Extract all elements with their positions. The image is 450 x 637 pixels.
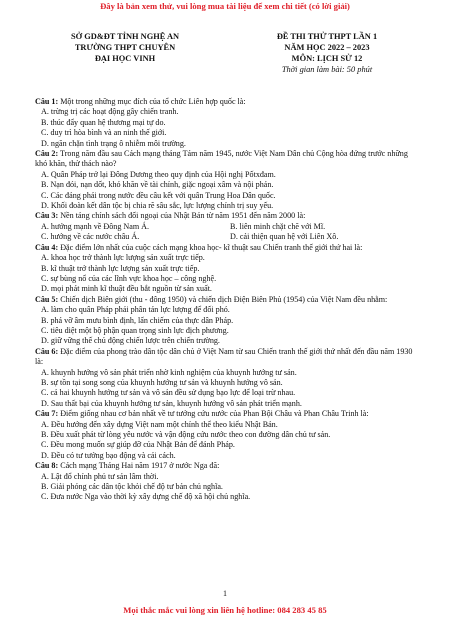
- answer-option: B. thúc đẩy quan hệ thương mại tự do.: [41, 117, 166, 127]
- answer-option: D. Khối đoàn kết dân tộc bị chia rẽ sâu sắc, lực lượng chính trị suy yếu.: [41, 201, 274, 211]
- question-6: [35, 347, 419, 368]
- question-1: [35, 97, 419, 107]
- answer-option: C. sự bùng nổ của các lĩnh vực khoa học – công nghệ.: [41, 273, 217, 283]
- exam-duration: Thời gian làm bài: 50 phút: [281, 65, 373, 74]
- answer-option: C. cả hai khuynh hướng tư sản và vô sản đều sử dụng bạo lực để loại trừ nhau.: [41, 388, 296, 398]
- answer-option: A. làm cho quân Pháp phải phân tán lực lượng để đối phó.: [41, 305, 230, 315]
- page-number: 1: [223, 589, 227, 598]
- question-text: Chiến dịch Biên giới (thu - đông 1950) và chiến dịch Điện Biên Phủ (1954) của Việt Nam đều nhằm:: [58, 294, 388, 304]
- answer-option: C. hướng về các nước châu Á.: [41, 232, 140, 242]
- answer-option: A. Đều hướng đến xây dựng Việt nam một chính thể theo kiểu Nhật Bản.: [41, 419, 278, 429]
- answer-option: A. Quân Pháp trở lại Đông Dương theo quy định của Hội nghị Pốtxđam.: [41, 169, 276, 179]
- exam-header: [0, 31, 450, 85]
- question-label: Câu 8:: [35, 461, 59, 471]
- question-text: Điểm giống nhau cơ bản nhất về tư tưởng cứu nước của Phan Bội Châu và Phan Châu Trinh là:: [58, 409, 369, 419]
- question-label: Câu 7:: [35, 409, 59, 419]
- answer-option: A. Lật đổ chính phủ tư sản lâm thời.: [41, 471, 159, 481]
- question-3: [35, 211, 419, 221]
- question-text: Đặc điểm lớn nhất của cuộc cách mạng khoa học- kĩ thuật sau Chiến tranh thế giới thứ hai là:: [58, 242, 363, 252]
- answer-option: C. duy trì hòa bình và an ninh thế giới.: [41, 128, 167, 138]
- question-text: Cách mạng Tháng Hai năm 1917 ở nước Nga đã:: [58, 461, 220, 471]
- answer-option: B. Đều xuất phát từ lòng yêu nước và vận động cứu nước theo con đường dân chủ tư sản.: [41, 430, 331, 439]
- question-label: Câu 1:: [35, 97, 59, 106]
- university-name: ĐẠI HỌC VINH: [94, 54, 156, 63]
- answer-option: B. Giải phóng các dân tộc khỏi chế độ tư bản chủ nghĩa.: [41, 482, 223, 492]
- question-text: Nền tảng chính sách đối ngoại của Nhật Bản từ năm 1951 đến năm 2000 là:: [58, 211, 306, 221]
- answer-option: B. sự tồn tại song song của khuynh hướng tư sản và khuynh hướng vô sản.: [41, 377, 283, 387]
- answer-option: A. hướng mạnh về Đông Nam Á.: [41, 221, 150, 231]
- answer-option: B. liên minh chặt chẽ với Mĩ.: [230, 221, 326, 231]
- school-block: [55, 31, 195, 64]
- answer-option: C. tiêu diệt một bộ phận quan trọng sinh lực địch phương.: [41, 325, 229, 335]
- answer-option: C. Đều mong muốn sự giúp đỡ của Nhật Bản để đánh Pháp.: [41, 440, 235, 450]
- option-row: [35, 232, 419, 242]
- department-name: SỞ GD&ĐT TỈNH NGHỆ AN: [70, 32, 180, 41]
- question-list: [35, 97, 419, 503]
- exam-info-block: [243, 31, 411, 75]
- question-text: Đặc điểm của phong trào dân tộc dân chủ ở Việt Nam từ sau Chiến tranh thế giới thứ nhất đến đầu năm 1930 là:: [35, 346, 413, 367]
- answer-option: D. Đều có tư tưởng bạo động và cải cách.: [41, 450, 176, 460]
- exam-title: ĐỀ THI THỬ THPT LẦN 1: [276, 32, 378, 41]
- question-2: [35, 149, 419, 170]
- preview-notice: Đây là bản xem thử, vui lòng mua tài liệu để xem chi tiết (có lời giải): [100, 1, 350, 11]
- question-label: Câu 3:: [35, 211, 59, 221]
- question-text: Trong năm đầu sau Cách mạng tháng Tám năm 1945, nước Việt Nam Dân chủ Cộng hòa đứng trước những khó khăn, thử thách nào?: [35, 149, 408, 169]
- question-5: [35, 295, 419, 305]
- answer-option: B. kĩ thuật trở thành lực lượng sản xuất trực tiếp.: [41, 263, 200, 273]
- answer-option: C. Đưa nước Nga vào thời kỳ xây dựng chế độ xã hội chủ nghĩa.: [41, 492, 251, 502]
- answer-option: A. khoa học trở thành lực lượng sản xuất trực tiếp.: [41, 253, 205, 263]
- question-label: Câu 5:: [35, 294, 59, 304]
- school-year: NĂM HỌC 2022 – 2023: [284, 43, 370, 52]
- question-label: Câu 6:: [35, 346, 59, 356]
- option-row: [35, 222, 419, 232]
- answer-option: C. Các đảng phái trong nước đều câu kết với quân Trung Hoa Dân quốc.: [41, 190, 276, 200]
- subject: MÔN: LỊCH SỬ 12: [291, 54, 363, 63]
- answer-option: B. phá vỡ âm mưu bình định, lấn chiếm của thực dân Pháp.: [41, 315, 234, 325]
- answer-option: D. ngăn chặn tình trạng ô nhiễm môi trường.: [41, 138, 186, 148]
- question-text: Một trong những mục đích của tổ chức Liên hợp quốc là:: [58, 97, 246, 106]
- question-7: [35, 409, 419, 419]
- question-label: Câu 4:: [35, 242, 59, 252]
- answer-option: D. mọi phát minh kĩ thuật đều bắt nguồn từ sản xuất.: [41, 284, 212, 294]
- question-8: [35, 461, 419, 471]
- question-label: Câu 2:: [35, 149, 59, 159]
- answer-option: D. giữ vững thế chủ động chiến lược trên chiến trường.: [41, 336, 220, 346]
- answer-option: D. Sau thất bại của khuynh hướng tư sản, khuynh hướng vô sản phát triển mạnh.: [41, 398, 302, 408]
- school-name: TRƯỜNG THPT CHUYÊN: [74, 43, 176, 52]
- hotline-notice: Mọi thắc mắc vui lòng xin liên hệ hotline: 084 283 45 85: [123, 605, 327, 615]
- question-4: [35, 243, 419, 253]
- answer-option: B. Nạn đói, nạn dốt, khó khăn về tài chính, giặc ngoại xâm và nội phản.: [41, 180, 274, 190]
- answer-option: D. cải thiện quan hệ với Liên Xô.: [230, 232, 339, 242]
- answer-option: A. trừng trị các hoạt động gây chiến tranh.: [41, 107, 179, 117]
- answer-option: A. khuynh hướng vô sản phát triển nhờ kinh nghiệm của khuynh hướng tư sản.: [41, 367, 297, 377]
